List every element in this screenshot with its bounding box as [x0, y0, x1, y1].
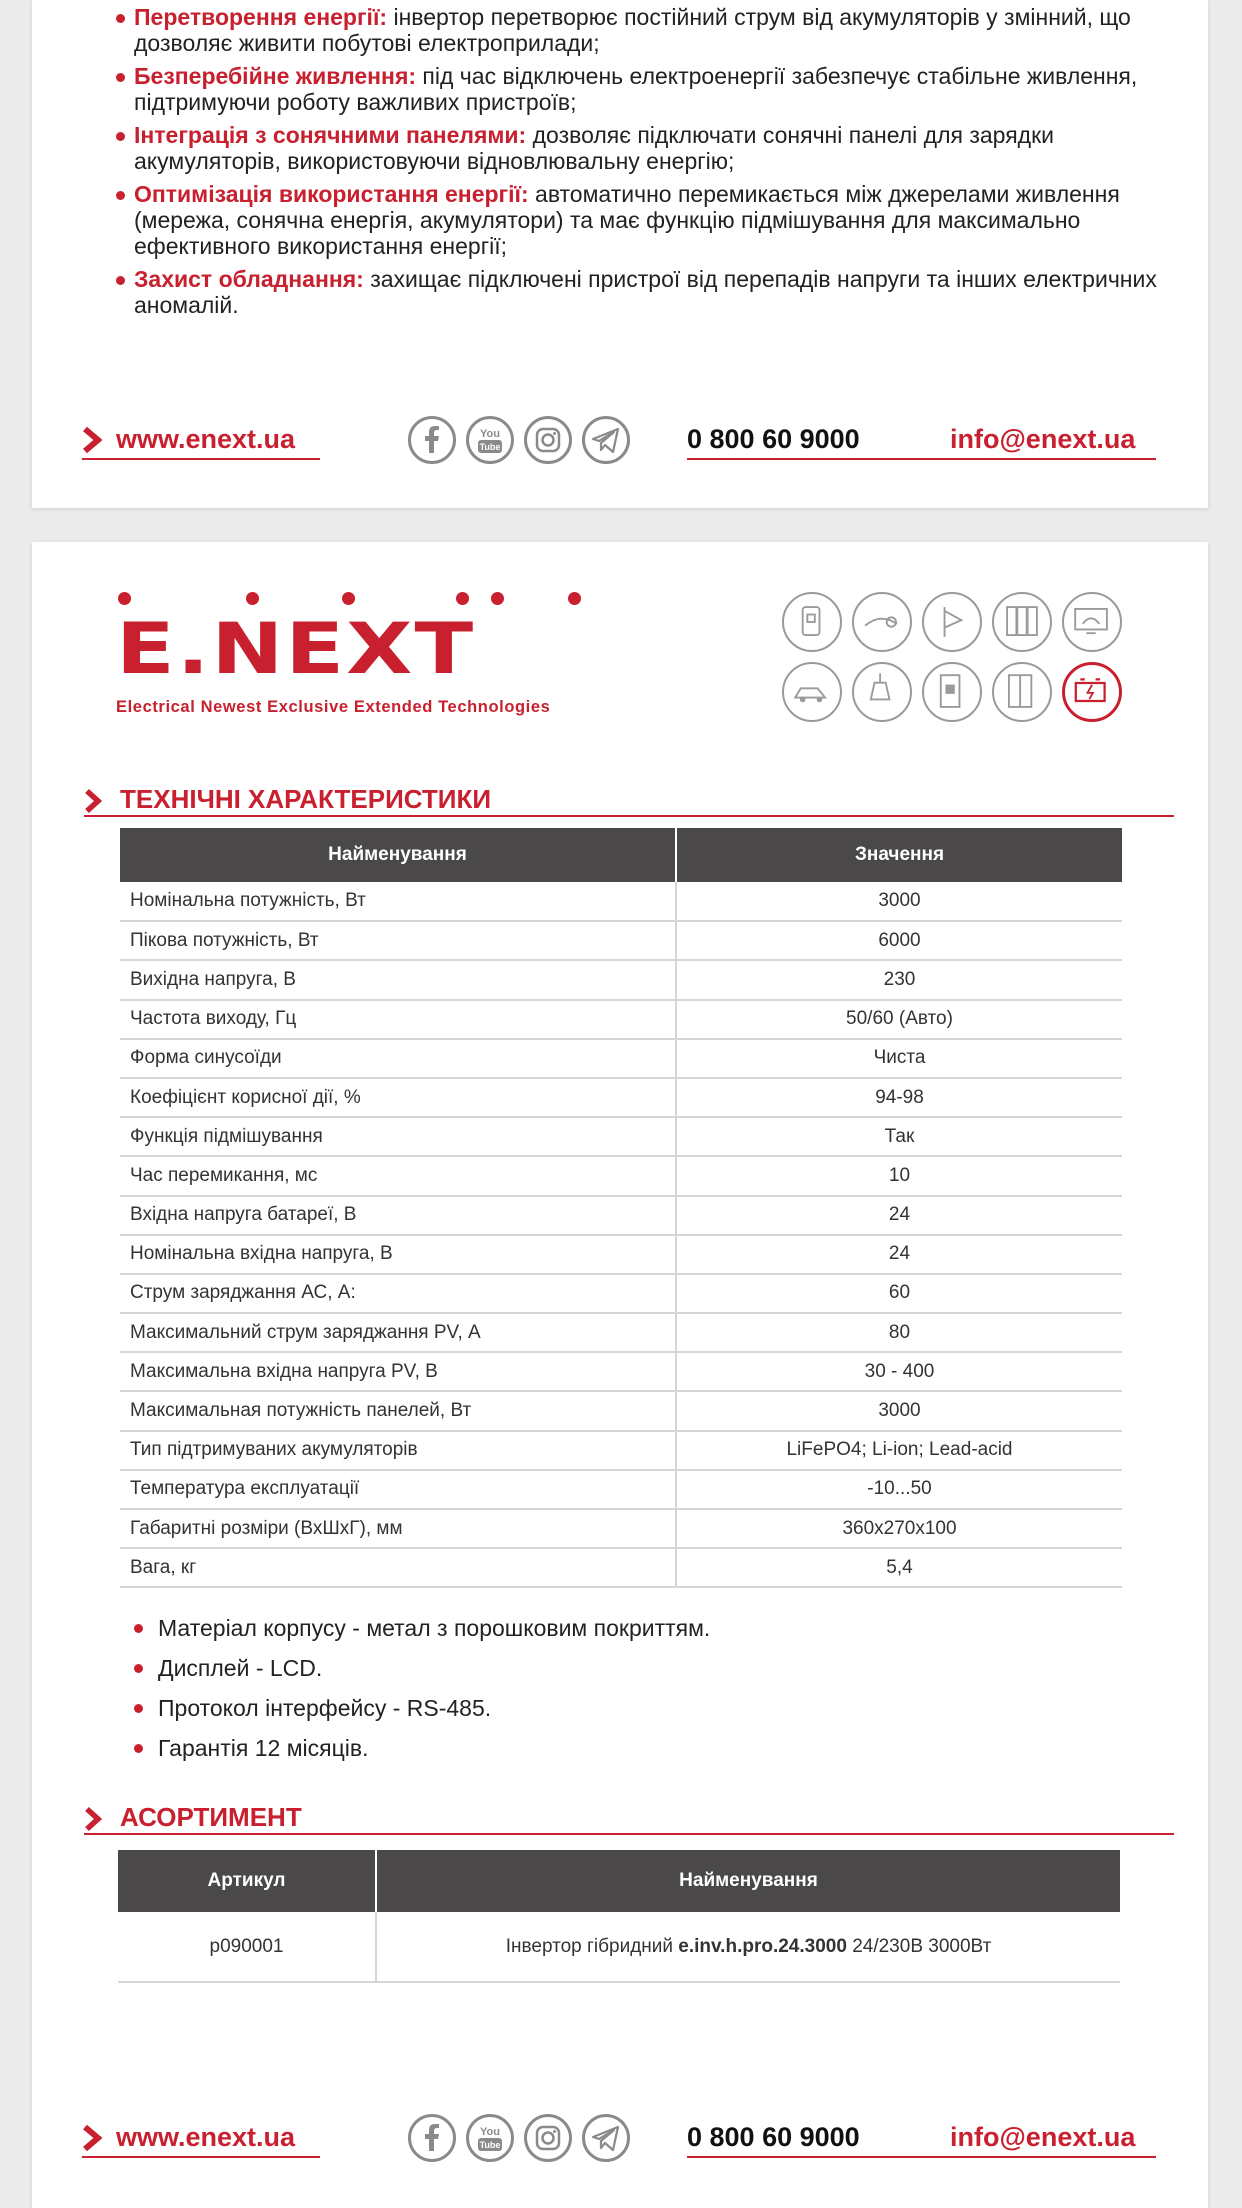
youtube-icon[interactable] [466, 2114, 514, 2162]
column-header: Артикул [118, 1850, 376, 1912]
assortment-table [118, 1850, 1120, 1983]
feature-item: Безперебійне живлення: під час відключень електроенергії забезпечує стабільне живлення, підтримуючи роботу важливих пристроїв; [116, 63, 1176, 115]
leaflet-page-1 [32, 0, 1208, 508]
footer [82, 2112, 1156, 2168]
svg-text:Tube: Tube [479, 442, 501, 452]
feature-item: Перетворення енергії: інвертор перетворює постійний струм від акумуляторів у змінний, що дозволяє живити побутові електроприлади; [116, 4, 1176, 56]
spec-value-cell: 6000 [676, 921, 1122, 960]
spec-name-cell: Номінальна потужність, Вт [120, 882, 676, 921]
email-link[interactable]: info@enext.ua [950, 424, 1136, 454]
spec-value-cell: 230 [676, 960, 1122, 999]
table-row [120, 1274, 1122, 1313]
note-item: Гарантія 12 місяців. [134, 1728, 710, 1768]
spec-name-cell: Температура експлуатації [120, 1470, 676, 1509]
table-row [120, 1000, 1122, 1039]
spec-name-cell: Функція підмішування [120, 1117, 676, 1156]
divider [687, 458, 1156, 460]
spec-value-cell: 80 [676, 1313, 1122, 1352]
category-icons [782, 592, 1126, 732]
spec-name-cell: Максимальная потужність панелей, Вт [120, 1391, 676, 1430]
spec-value-cell: Так [676, 1117, 1122, 1156]
spec-value-cell: LiFePO4; Li-ion; Lead-acid [676, 1431, 1122, 1470]
phone-number[interactable]: 0 800 60 9000 [687, 2122, 860, 2152]
spec-name-cell: Час перемикання, мс [120, 1156, 676, 1195]
breaker-icon [922, 662, 982, 722]
table-row [118, 1912, 1120, 1982]
column-header: Значення [676, 828, 1122, 882]
chevron-right-icon [82, 2124, 102, 2152]
logo-wordmark: E.NEXT [116, 608, 476, 691]
feature-list [116, 4, 1176, 325]
logo-tagline: Electrical Newest Exclusive Extended Technologies [116, 698, 551, 716]
assortment-title: АСОРТИМЕНТ [120, 1802, 302, 1832]
svg-text:You: You [480, 428, 500, 440]
spec-value-cell: 24 [676, 1235, 1122, 1274]
article-cell: p090001 [118, 1912, 376, 1982]
table-row [120, 1470, 1122, 1509]
feature-item: Інтеграція з сонячними панелями: дозволяє підключати сонячні панелі для зарядки акумуляторів, використовуючи відновлювальну енергію; [116, 122, 1176, 174]
enclosure-icon [992, 662, 1052, 722]
lamp-fixture-icon [922, 592, 982, 652]
table-row [120, 1509, 1122, 1548]
facebook-icon[interactable] [408, 416, 456, 464]
telegram-icon[interactable] [582, 2114, 630, 2162]
table-row [120, 1039, 1122, 1078]
spec-name-cell: Тип підтримуваних акумуляторів [120, 1431, 676, 1470]
spec-name-cell: Габаритні розміри (ВхШхГ), мм [120, 1509, 676, 1548]
specs-table [120, 828, 1122, 1588]
spec-name-cell: Вхідна напруга батареї, В [120, 1196, 676, 1235]
spec-value-cell: 360x270x100 [676, 1509, 1122, 1548]
table-row [120, 1548, 1122, 1587]
spec-name-cell: Форма синусоїди [120, 1039, 676, 1078]
table-row [120, 1078, 1122, 1117]
table-row [120, 1352, 1122, 1391]
note-item: Протокол інтерфейсу - RS-485. [134, 1688, 710, 1728]
divider [82, 458, 320, 460]
modular-device-icon [782, 592, 842, 652]
specs-section-header [84, 782, 1174, 816]
assortment-section-header [84, 1800, 1174, 1834]
notes-list [134, 1608, 710, 1768]
spec-value-cell: 30 - 400 [676, 1352, 1122, 1391]
spec-value-cell: 3000 [676, 1391, 1122, 1430]
spec-value-cell: 60 [676, 1274, 1122, 1313]
product-name-cell: Інвертор гібридний e.inv.h.pro.24.3000 24/230В 3000Вт [376, 1912, 1120, 1982]
leaflet-page-2 [32, 542, 1208, 2208]
website-link[interactable]: www.enext.ua [116, 2122, 296, 2152]
spec-value-cell: 94-98 [676, 1078, 1122, 1117]
spec-name-cell: Частота виходу, Гц [120, 1000, 676, 1039]
monitoring-icon [1062, 592, 1122, 652]
chevron-right-icon [82, 426, 102, 454]
spec-name-cell: Пікова потужність, Вт [120, 921, 676, 960]
column-header: Найменування [120, 828, 676, 882]
column-header: Найменування [376, 1850, 1120, 1912]
table-row [120, 960, 1122, 999]
table-row [120, 1431, 1122, 1470]
table-row [120, 1391, 1122, 1430]
specs-title: ТЕХНІЧНІ ХАРАКТЕРИСТИКИ [120, 784, 492, 814]
ev-charger-icon [782, 662, 842, 722]
phone-number[interactable]: 0 800 60 9000 [687, 424, 860, 454]
email-link[interactable]: info@enext.ua [950, 2122, 1136, 2152]
svg-text:Tube: Tube [479, 2140, 501, 2150]
facebook-icon[interactable] [408, 2114, 456, 2162]
note-item: Матеріал корпусу - метал з порошковим покриттям. [134, 1608, 710, 1648]
spec-name-cell: Коефіцієнт корисної дії, % [120, 1078, 676, 1117]
spec-value-cell: Чиста [676, 1039, 1122, 1078]
enext-logo [116, 592, 626, 722]
footer [82, 414, 1156, 470]
instagram-icon[interactable] [524, 2114, 572, 2162]
table-row [120, 1196, 1122, 1235]
table-row [120, 1235, 1122, 1274]
feature-item: Захист обладнання: захищає підключені пристрої від перепадів напруги та інших електричних аномалій. [116, 266, 1176, 318]
table-row [120, 1156, 1122, 1195]
website-link[interactable]: www.enext.ua [116, 424, 296, 454]
spec-name-cell: Вага, кг [120, 1548, 676, 1587]
divider [82, 2156, 320, 2158]
battery-icon [1062, 662, 1122, 722]
divider [687, 2156, 1156, 2158]
spec-value-cell: 3000 [676, 882, 1122, 921]
table-row [120, 921, 1122, 960]
pendant-lamp-icon [852, 662, 912, 722]
switchgear-icon [992, 592, 1052, 652]
spec-value-cell: 24 [676, 1196, 1122, 1235]
spec-value-cell: -10...50 [676, 1470, 1122, 1509]
instagram-icon[interactable] [524, 416, 572, 464]
spec-name-cell: Вихідна напруга, В [120, 960, 676, 999]
telegram-icon[interactable] [582, 416, 630, 464]
table-row [120, 1117, 1122, 1156]
feature-item: Оптимізація використання енергії: автоматично перемикається між джерелами живлення (мережа, сонячна енергія, акумулятори) та має функцію підмішування для максимально ефективного використання енергії; [116, 181, 1176, 259]
spec-value-cell: 5,4 [676, 1548, 1122, 1587]
chevron-right-icon [84, 788, 102, 814]
table-row [120, 1313, 1122, 1352]
spec-name-cell: Максимальна вхідна напруга PV, В [120, 1352, 676, 1391]
note-item: Дисплей - LCD. [134, 1648, 710, 1688]
spec-value-cell: 50/60 (Авто) [676, 1000, 1122, 1039]
spec-value-cell: 10 [676, 1156, 1122, 1195]
youtube-icon[interactable] [466, 416, 514, 464]
chevron-right-icon [84, 1806, 102, 1832]
cable-tools-icon [852, 592, 912, 652]
spec-name-cell: Струм заряджання АС, А: [120, 1274, 676, 1313]
table-row [120, 882, 1122, 921]
spec-name-cell: Максимальний струм заряджання PV, А [120, 1313, 676, 1352]
svg-text:You: You [480, 2126, 500, 2138]
spec-name-cell: Номінальна вхідна напруга, В [120, 1235, 676, 1274]
